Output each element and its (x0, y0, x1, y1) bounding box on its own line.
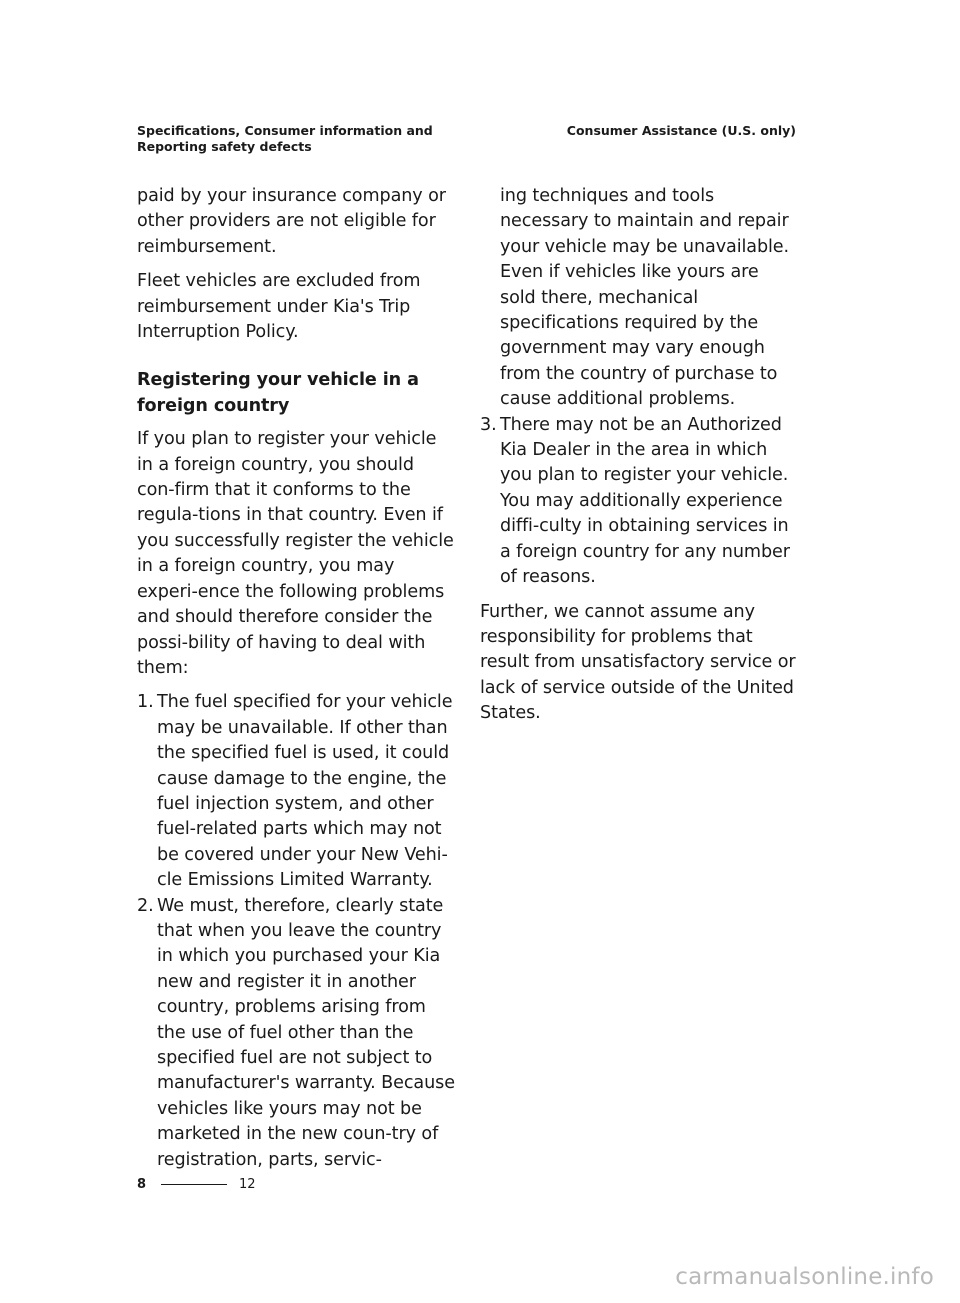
footer-divider (161, 1184, 227, 1185)
list-item (480, 413, 798, 591)
paragraph-liability: Further, we cannot assume any responsibility for problems that result from unsatisfactory service or lack of service outside of the United States. (480, 601, 796, 724)
running-header-topic: Consumer Assistance (U.S. only) (566, 123, 796, 138)
list-item-text: We must, therefore, clearly state that when you leave the country in which you purchased your Kia new and register it in another country, problems arising from the use of fuel other than the specified fuel are not subject to manufacturer's warranty. Because vehicles like yours may not be marketed in the new coun-try of registration, parts, servic- (157, 895, 455, 1170)
left-column (137, 184, 455, 1173)
footer-page-number: 12 (239, 1176, 256, 1192)
list-item-text: There may not be an Authorized Kia Dealer in the area in which you plan to register your vehicle. You may additionally experience diffi-culty in obtaining services in a foreign country for any number of reasons. (500, 414, 790, 588)
list-item (137, 690, 455, 893)
list-item-continuation: ing techniques and tools necessary to maintain and repair your vehicle may be unavailable. Even if vehicles like yours are sold there, mechanical specifications required by the government may vary enough from the country of purchase to cause additional problems. (500, 186, 790, 410)
paragraph-insurance: paid by your insurance company or other providers are not eligible for reimbursement. (137, 186, 446, 257)
list-item-number: 3. (480, 414, 497, 435)
problems-list-continued (480, 413, 798, 591)
list-item-number: 2. (137, 895, 154, 916)
paragraph-fleet-vehicles: Fleet vehicles are excluded from reimbursement under Kia's Trip Interruption Policy. (137, 271, 421, 343)
list-item-number: 1. (137, 692, 154, 713)
paragraph-foreign-registration: If you plan to register your vehicle in a foreign country, you should con-firm that it conforms to the regula-tions in that country. Even if you successfully register the vehicle in a foreign country, you may experi-ence the following problems and should therefore consider the possi-bility of having to deal with them: (137, 429, 454, 678)
footer-section-number: 8 (137, 1176, 147, 1192)
section-heading-foreign-registration: Registering your vehicle in a foreign country (137, 370, 419, 416)
watermark-text: carmanualsonline.info (675, 1264, 934, 1290)
page-footer (137, 1174, 256, 1194)
problems-list (137, 690, 455, 1173)
list-item-text: The fuel specified for your vehicle may be unavailable. If other than the specified fuel is used, it could cause damage to the engine, the fuel injection system, and other fuel-related parts which may not be covered under your New Vehi-cle Emissions Limited Warranty. (157, 692, 453, 891)
running-header-section-title: Specifications, Consumer information and Reporting safety defects (137, 123, 433, 154)
list-item (137, 894, 455, 1173)
right-column (480, 184, 798, 736)
